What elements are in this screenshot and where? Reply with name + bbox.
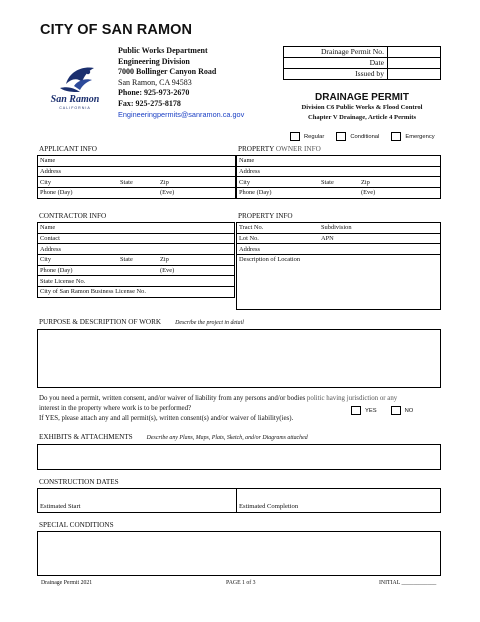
owner-name-field[interactable]: Name: [237, 156, 441, 167]
permit-chapter-line: Chapter V Drainage, Article 4 Permits: [307, 114, 417, 121]
permit-no-field[interactable]: [388, 47, 441, 58]
property-table: [236, 222, 441, 265]
phone-number: Phone: 925-973-2670: [118, 88, 190, 98]
yes-checkbox[interactable]: [351, 406, 361, 415]
question-line-1a: Do you need a permit, written consent, and/or waiver of liability from any persons and/or bodies: [39, 395, 306, 402]
regular-label: Regular: [304, 133, 325, 140]
logo-subtext: CALIFORNIA: [59, 106, 91, 110]
contractor-name-field[interactable]: Name: [38, 223, 235, 234]
no-checkbox[interactable]: [391, 406, 401, 415]
estimated-completion-field[interactable]: [236, 488, 441, 513]
zip-label: Zip: [160, 178, 169, 186]
address-line-2: San Ramon, CA 94583: [118, 77, 192, 87]
apn-label: APN: [321, 235, 334, 243]
property-address-field[interactable]: Address: [237, 244, 441, 255]
estimated-start-label: Estimated Start: [40, 503, 81, 510]
state-label: State: [321, 178, 334, 186]
city-label: City: [40, 256, 52, 264]
conditional-label: Conditional: [350, 133, 380, 140]
footer-page-number: PAGE 1 of 3: [226, 580, 256, 586]
tract-field[interactable]: [237, 223, 441, 234]
estimated-start-field[interactable]: [37, 488, 237, 513]
permit-number-table: [283, 46, 441, 80]
eagle-logo-icon: [44, 62, 108, 112]
contractor-address-field[interactable]: Address: [38, 244, 235, 255]
applicant-phone-field[interactable]: [38, 188, 236, 199]
owner-address-field[interactable]: Address: [237, 166, 441, 177]
city-title: CITY OF SAN RAMON: [40, 22, 193, 38]
city-label: City: [40, 178, 52, 186]
address-line-1: 7000 Bollinger Canyon Road: [118, 67, 217, 77]
logo-text: San Ramon: [50, 94, 100, 105]
business-license-field[interactable]: City of San Ramon Business License No.: [38, 287, 235, 298]
special-conditions-heading: SPECIAL CONDITIONS: [39, 521, 114, 529]
phone-eve-label: (Eve): [160, 267, 175, 275]
applicant-address-field[interactable]: Address: [38, 166, 236, 177]
issued-by-field[interactable]: [388, 69, 441, 80]
exhibits-hint: Describe any Plans, Maps, Plats, Sketch, and/or Diagrams attached: [146, 435, 308, 441]
location-field[interactable]: [237, 272, 440, 309]
owner-heading-b: OWNER INFO: [275, 145, 321, 153]
special-conditions-textarea[interactable]: [37, 531, 441, 576]
question-line-1b: politic having jurisdiction or any: [306, 395, 398, 402]
property-info-heading: PROPERTY INFO: [238, 212, 293, 220]
owner-heading-a: PROPERTY: [238, 145, 275, 153]
zip-label: Zip: [160, 256, 169, 264]
subdivision-label: Subdivision: [321, 224, 352, 232]
permit-type-options: [290, 132, 435, 141]
department-name: Public Works Department: [118, 46, 208, 55]
question-line-2: interest in the property where work is to be performed?: [39, 405, 192, 412]
contractor-info-heading: CONTRACTOR INFO: [39, 212, 107, 220]
owner-phone-field[interactable]: [237, 188, 441, 199]
footer-initial: INITIAL ____________: [379, 580, 437, 586]
question-line-3: If YES, please attach any and all permit(s), written consent(s) and/or waiver of liability(ies).: [39, 415, 294, 422]
regular-checkbox[interactable]: [290, 132, 300, 141]
applicant-name-field[interactable]: Name: [38, 156, 236, 167]
lot-label: Lot No.: [239, 235, 259, 243]
phone-eve-label: (Eve): [160, 189, 175, 197]
state-license-field[interactable]: State License No.: [38, 276, 235, 287]
state-label: State: [120, 256, 133, 264]
purpose-textarea[interactable]: [37, 329, 441, 388]
emergency-label: Emergency: [405, 133, 435, 140]
emergency-checkbox[interactable]: [391, 132, 401, 141]
applicant-table: [37, 155, 236, 199]
permit-division-line: Division C6 Public Works & Flood Control: [301, 104, 423, 111]
date-label: Date: [284, 58, 388, 69]
issued-by-label: Issued by: [284, 69, 388, 80]
state-label: State: [120, 178, 133, 186]
city-logo: [44, 62, 108, 112]
email-link[interactable]: Engineeringpermits@sanramon.ca.gov: [118, 109, 245, 119]
phone-eve-label: (Eve): [361, 189, 376, 197]
footer-form-name: Drainage Permit 2021: [41, 580, 93, 586]
no-label: NO: [404, 407, 414, 414]
lot-field[interactable]: [237, 233, 441, 244]
exhibits-heading: [39, 433, 308, 441]
purpose-hint: Describe the project in detail: [175, 320, 244, 326]
phone-day-label: Phone (Day): [40, 267, 73, 275]
contractor-table: [37, 222, 235, 298]
estimated-completion-label: Estimated Completion: [239, 503, 299, 510]
owner-info-heading: [238, 145, 321, 153]
date-field[interactable]: [388, 58, 441, 69]
purpose-title: PURPOSE & DESCRIPTION OF WORK: [39, 318, 162, 326]
owner-table: [236, 155, 441, 199]
fax-number: Fax: 925-275-8178: [118, 98, 181, 108]
conditional-checkbox[interactable]: [336, 132, 346, 141]
exhibits-textarea[interactable]: [37, 444, 441, 470]
department-block: [118, 46, 244, 120]
phone-day-label: Phone (Day): [239, 189, 272, 197]
owner-city-field[interactable]: [237, 177, 441, 188]
contractor-contact-field[interactable]: Contact: [38, 233, 235, 244]
construction-dates-heading: CONSTRUCTION DATES: [39, 478, 119, 486]
contractor-city-field[interactable]: [38, 255, 235, 266]
purpose-heading: [39, 318, 244, 326]
contractor-phone-field[interactable]: [38, 265, 235, 276]
exhibits-title: EXHIBITS & ATTACHMENTS: [39, 433, 133, 441]
division-name: Engineering Division: [118, 56, 190, 66]
permit-no-label: Drainage Permit No.: [284, 47, 388, 58]
city-label: City: [239, 178, 251, 186]
yes-no-options: [351, 406, 413, 415]
applicant-info-heading: APPLICANT INFO: [39, 145, 97, 153]
permit-heading-block: [283, 92, 441, 123]
phone-day-label: Phone (Day): [40, 189, 73, 197]
permit-heading: DRAINAGE PERMIT: [315, 92, 409, 103]
location-label: Description of Location: [237, 255, 441, 265]
applicant-city-field[interactable]: [38, 177, 236, 188]
tract-label: Tract No.: [239, 224, 264, 232]
yes-label: YES: [365, 407, 377, 414]
zip-label: Zip: [361, 178, 370, 186]
